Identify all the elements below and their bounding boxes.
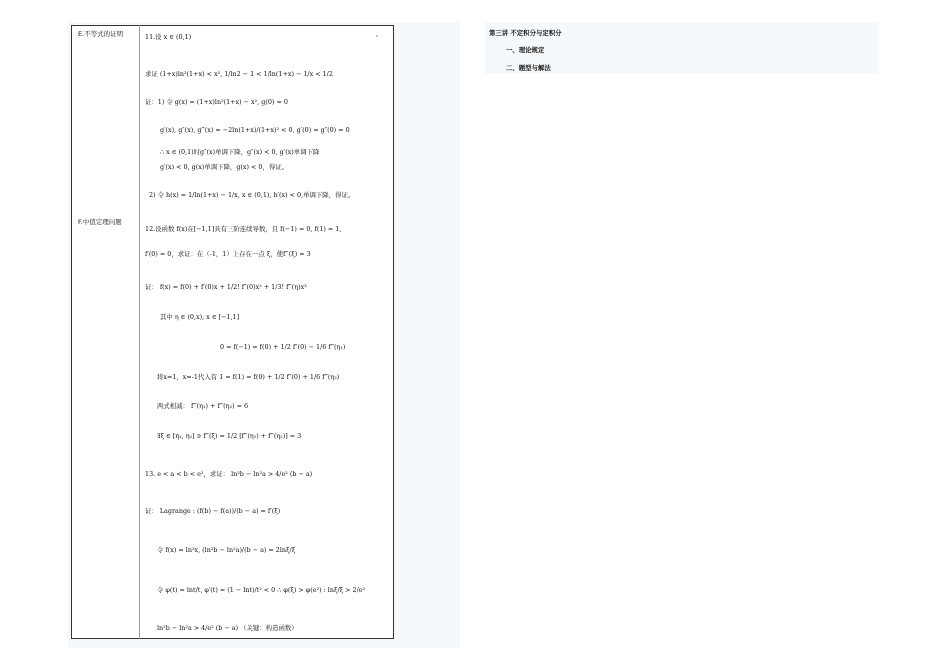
problem-13-statement: 13. e < a < b < e²，求证： ln²b − ln²a > 4/e² (b − a): [145, 470, 313, 478]
outline-item-methods: 二、题型与解法: [506, 64, 551, 72]
lecture-title: 第三讲 不定积分与定积分: [489, 29, 562, 37]
outline-item-theory: 一、理论规定: [506, 46, 545, 54]
problem-12-statement: 12.设函数 f(x)在[−1,1]具有三阶连续导数，且 f(−1) = 0, f(1) = 1,: [145, 225, 342, 233]
problem-11-claim: 求证 (1+x)ln²(1+x) < x², 1/ln2 − 1 < 1/ln(1+x) − 1/x < 1/2: [145, 70, 333, 78]
proof-11-step1: 证：1) 令 g(x) = (1+x)ln²(1+x) − x², g(0) = 0: [145, 98, 288, 106]
proof-12-subtract: 两式相减： f‴(η₁) + f‴(η₂) = 6: [157, 402, 249, 410]
proof-13-conclusion: ln²b − ln²a > 4/e² (b − a) （关键：构造函数）: [157, 624, 298, 632]
proof-13-phi: 令 φ(t) = lnt/t, φ′(t) = (1 − lnt)/t² < 0 ∴ φ(ξ) > φ(e²) : lnξ/ξ > 2/e²: [157, 586, 366, 594]
table-divider: [139, 25, 140, 639]
problem-12-claim: f′(0) = 0，求证：在（-1，1）上存在一点 ξ，使f‴(ξ) = 3: [145, 250, 311, 258]
proof-12-eta: 其中 η ∈ (0,x), x ∈ [−1,1]: [160, 313, 240, 321]
section-label-f: F.中值定理问题: [78, 218, 122, 226]
proof-11-monotone-2: g′(x) < 0, g(x)单调下降，g(x) < 0，得证。: [160, 163, 289, 171]
proof-11-step2: 2) 令 h(x) = 1/ln(1+x) − 1/x, x ∈ (0,1), h′(x) < 0,单调下降，得证。: [149, 191, 355, 199]
proof-12-eq2: 将x=1，x=-1代入有 1 = f(1) = f(0) + 1/2 f″(0) + 1/6 f‴(η₂): [157, 373, 340, 381]
proof-11-derivatives: g′(x), g″(x), g‴(x) = −2ln(1+x)/(1+x)² < 0, g′(0) = g″(0) = 0: [160, 126, 350, 134]
proof-11-monotone-1: ∴ x ∈ (0,1)时g″(x)单调下降，g″(x) < 0, g′(x)单调下降: [160, 148, 320, 156]
problem-11-statement: 11.设 x ∈ (0,1): [145, 33, 192, 41]
proof-13-lagrange: 证： Lagrange : (f(b) − f(a))/(b − a) = f′(ξ): [145, 507, 281, 515]
trailing-comma: ,: [376, 30, 379, 38]
proof-12-taylor: 证： f(x) = f(0) + f′(0)x + 1/2! f″(0)x² + 1/3! f‴(η)x³: [145, 283, 307, 291]
proof-12-eq1: 0 = f(−1) = f(0) + 1/2 f″(0) − 1/6 f‴(η₁): [220, 343, 346, 351]
proof-13-f: 令 f(x) = ln²x, (ln²b − ln²a)/(b − a) = 2lnξ/ξ: [157, 546, 296, 554]
section-label-e: E.不等式的证明: [78, 30, 124, 38]
proof-12-conclusion: ∃ξ ∈ [η₁, η₂] ∍ f‴(ξ) = 1/2 [f‴(η₁) + f‴(η₂)] = 3: [157, 432, 302, 440]
